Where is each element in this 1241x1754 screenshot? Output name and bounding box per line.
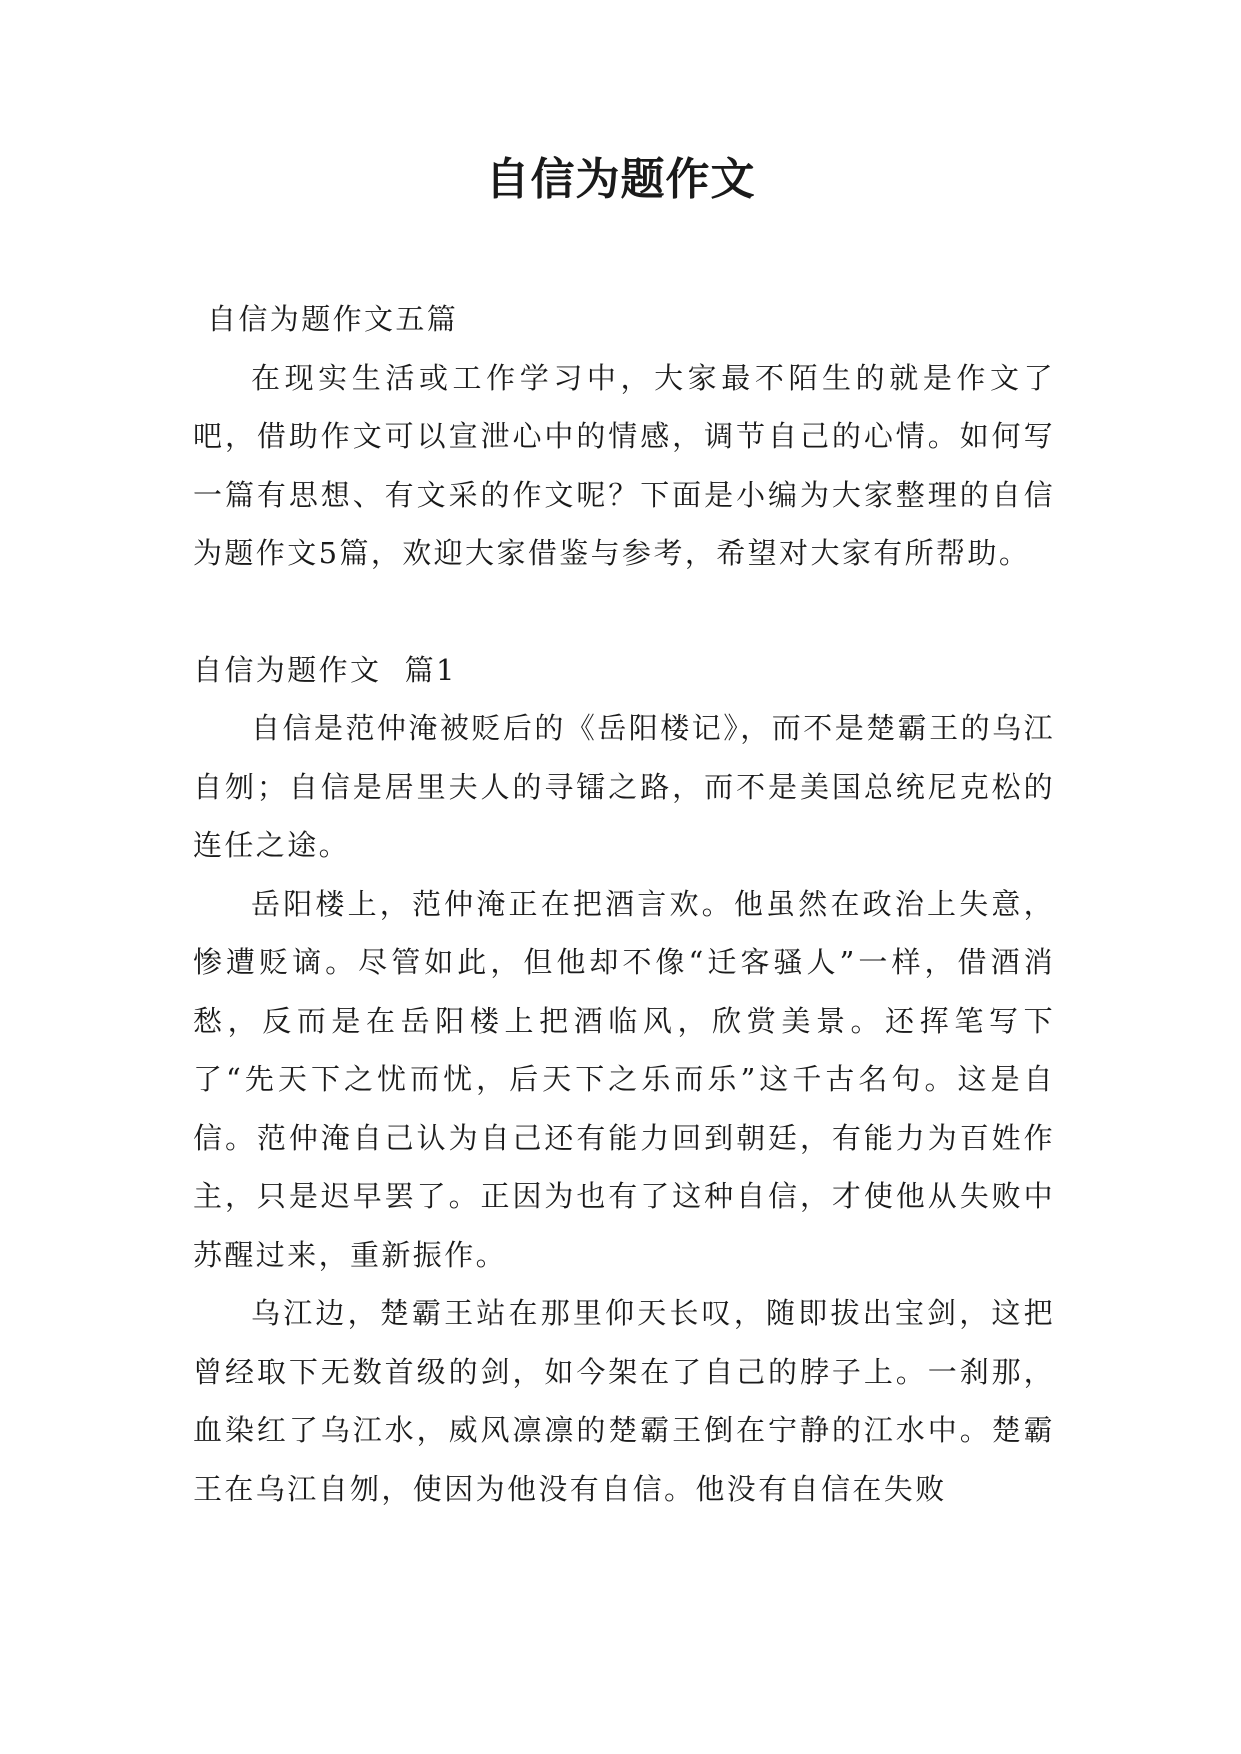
body-paragraph-2: 岳阳楼上，范仲淹正在把酒言欢。他虽然在政治上失意，惨遭贬谪。尽管如此，但他却不像“迁客骚人”一样，借酒消愁，反而是在岳阳楼上把酒临风，欣赏美景。还挥笔写下了“先天下之忧而忧，后天下之乐而乐”这千古名句。这是自信。范仲淹自己认为自己还有能力回到朝廷，有能力为百姓作主，只是迟早罢了。正因为也有了这种自信，才使他从失败中苏醒过来，重新振作。 [193, 886, 1055, 1272]
body-paragraph-1: 自信是范仲淹被贬后的《岳阳楼记》，而不是楚霸王的乌江自刎；自信是居里夫人的寻镭之路，而不是美国总统尼克松的连任之途。 [193, 711, 1055, 862]
document-subtitle: 自信为题作文五篇 [207, 302, 459, 336]
section-heading: 自信为题作文 篇1 [193, 652, 457, 687]
document-title: 自信为题作文 [485, 154, 756, 205]
document-body [193, 290, 1055, 1518]
intro-paragraph: 在现实生活或工作学习中，大家最不陌生的就是作文了吧，借助作文可以宣泄心中的情感，调节自己的心情。如何写一篇有思想、有文采的作文呢？下面是小编为大家整理的自信为题作文5篇，欢迎大家借鉴与参考，希望对大家有所帮助。 [193, 360, 1055, 570]
section-spacer [193, 583, 1055, 641]
body-paragraph-3: 乌江边，楚霸王站在那里仰天长叹，随即拔出宝剑，这把曾经取下无数首级的剑，如今架在了自己的脖子上。一刹那，血染红了乌江水，威风凛凛的楚霸王倒在宁静的江水中。楚霸王在乌江自刎，使因为他没有自信。他没有自信在失败 [193, 1296, 1055, 1506]
